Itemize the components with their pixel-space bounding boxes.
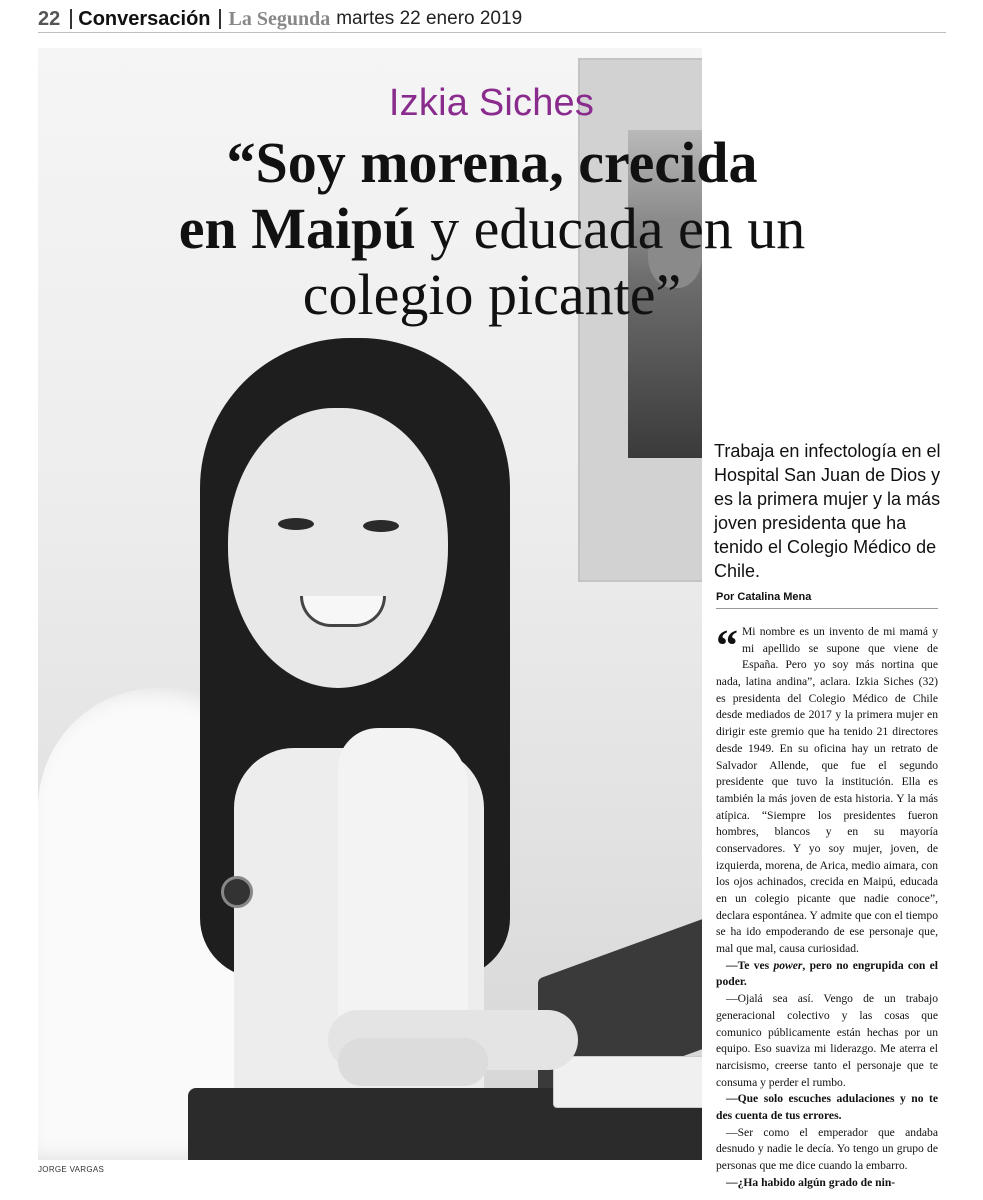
section-name: Conversación (78, 7, 211, 30)
article-headline (80, 130, 904, 328)
question-text: —Te ves (726, 958, 774, 972)
question-emphasis: power (773, 958, 803, 972)
article-deck: Trabaja en infectología en el Hospital San Juan de Dios y es la primera mujer y la más joven presidenta que ha tenido el Colegio Médico de Chile. (714, 441, 941, 581)
header-divider (70, 9, 72, 29)
page-number: 22 (38, 7, 61, 30)
body-paragraph (716, 621, 938, 958)
article-kicker: Izkia Siches (388, 82, 595, 124)
keyboard (553, 1056, 702, 1108)
subject-face (228, 408, 448, 688)
header-divider (219, 9, 221, 29)
interview-question: —¿Ha habido algún grado de nin- (726, 1175, 896, 1189)
interview-answer: —Ser como el emperador que andaba desnudo y nadie le decía. Yo tengo un grupo de personas que me dice cuando la embarro. (716, 1125, 938, 1172)
interview-question (716, 958, 938, 991)
headline-bold-line-2: en Maipú (178, 196, 416, 262)
jacket-right-lapel (338, 728, 468, 1028)
paragraph-text: Mi nombre es un invento de mi mamá y mi apellido se supone que viene de España. Pero yo soy más nortina que nada, latina andina”, aclara. Izkia Siches (32) es presidenta del Colegio Médico de Chile desde mediados de 2017 y la primera mujer en dirigir este gremio que ha tenido 21 directores desde 1949. En su oficina hay un retrato de Salvador Allende, que fue el segundo presidente que tuvo la institución. Ella es también la más joven de esta historia. Y la más atípica. “Siempre los presidentes fueron hombres, blancos y en su mayoría conservadores. Y yo soy mujer, joven, de izquierda, morena, de Arica, medio aimara, con los ojos achinados, crecida en Maipú, educada en un colegio picante que nadie conoce”, declara espontánea. Y admite que con el tiempo se ha ido empoderando de ese personaje que, mal que mal, causa curiosidad. (716, 625, 938, 956)
subject-eye-right (363, 520, 399, 532)
subject-hand (338, 1038, 488, 1086)
subject-eye-left (278, 518, 314, 530)
headline-bold-line-1: “Soy morena, crecida (226, 130, 758, 195)
byline: Por Catalina Mena (716, 591, 938, 609)
issue-date: martes 22 enero 2019 (336, 8, 523, 29)
headline-line-3: colegio picante” (302, 262, 682, 328)
interview-question: —Que solo escuches adulaciones y no te des cuenta de tus errores. (716, 1092, 938, 1122)
article-body (716, 621, 938, 1191)
drop-quote-mark: “ (716, 621, 738, 670)
headline-line-2-rest: y educada en un (415, 196, 806, 262)
lapel-pin (221, 876, 253, 908)
interview-answer: —Ojalá sea así. Vengo de un trabajo generacional colectivo y las cosas que comunico públicamente están hechas por un equipo. Eso suaviza mi liderazgo. Me aterra el narcisismo, creerse tanto el personaje que te consuma y perder el rumbo. (716, 992, 938, 1089)
photo-credit: JORGE VARGAS (38, 1165, 105, 1174)
page-header (38, 6, 946, 33)
question-text: , pero no engrupida con el poder. (716, 958, 938, 989)
publication-name: La Segunda (228, 7, 331, 30)
